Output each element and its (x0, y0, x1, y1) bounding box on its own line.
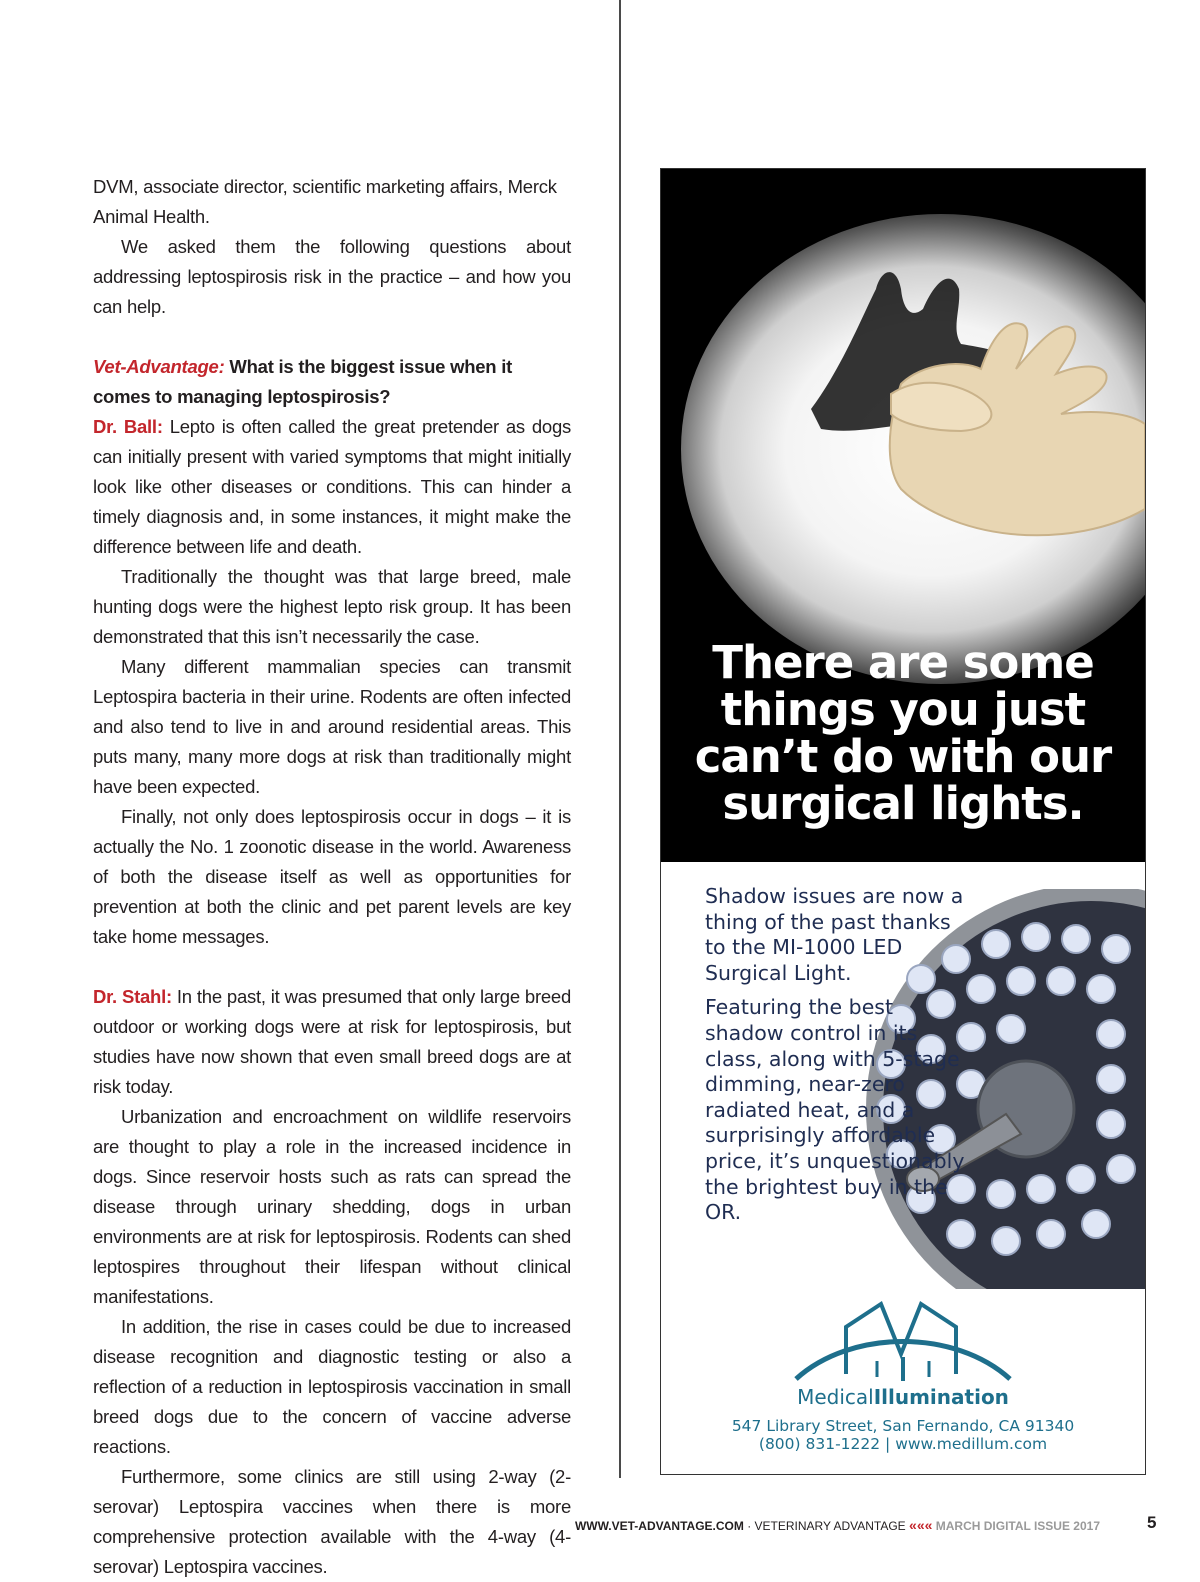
column-divider (619, 0, 621, 1478)
body-paragraph: Finally, not only does leptospirosis occur in dogs – it is actually the No. 1 zoonotic disease in the world. Awareness of both the disease itself as well as opportunities for prevention at both the clinic and pet parent levels are key take home messages. (93, 806, 571, 947)
ad-body-copy (705, 884, 970, 1235)
hand-shadow-illustration (661, 169, 1145, 639)
brand-name-part: Illumination (873, 1385, 1009, 1409)
ad-phone-web: (800) 831-1222 | www.medillum.com (758, 1435, 1048, 1453)
answer-text: In the past, it was presumed that only large breed outdoor or working dogs were at risk for leptospirosis, but studies have now shown that even small breed dogs are at risk today. (93, 986, 571, 1097)
footer-url: WWW.VET-ADVANTAGE.COM (574, 1519, 744, 1533)
medical-illumination-logo-icon (791, 1299, 1015, 1389)
brand-name-part: Medical (797, 1385, 874, 1409)
question-text: What is the biggest issue when it comes to managing leptospirosis? (93, 356, 513, 407)
intro-paragraph: We asked them the following questions about addressing leptospirosis risk in the practice – and how you can help. (93, 236, 571, 317)
answer-paragraph (93, 982, 571, 1102)
question-heading (93, 352, 571, 412)
ad-body-paragraph: Featuring the best shadow control in its class, along with 5-stage dimming, near-zero radiated heat, and a surprisingly affordable price, it’s unquestionably the brightest buy in the OR. (705, 995, 965, 1225)
body-paragraph: Urbanization and encroachment on wildlife reservoirs are thought to play a role in the increased incidence in dogs. Since reservoir hosts such as rats can spread the disease through urinary shedding, dogs in urban environments are at risk for leptospirosis. Rodents can shed leptospires throughout their lifespan without clinical manifestations. (93, 1106, 571, 1307)
answer-text: Lepto is often called the great pretender as dogs can initially present with varied symptoms that might initially look like other diseases or conditions. This can hinder a timely diagnosis and, in some instances, it might make the difference between life and death. (93, 416, 571, 557)
speaker-label: Dr. Ball: (93, 416, 163, 437)
ad-contact (661, 1417, 1145, 1453)
page-footer (575, 1517, 1100, 1533)
body-paragraph: Traditionally the thought was that large breed, male hunting dogs were the highest lepto risk group. It has been demonstrated that this isn’t necessarily the case. (93, 566, 571, 647)
footer-issue: MARCH DIGITAL ISSUE 2017 (935, 1519, 1100, 1533)
footer-separator: · (743, 1519, 755, 1533)
answer-paragraph (93, 412, 571, 562)
ad-body-paragraph: Shadow issues are now a thing of the past thanks to the MI-1000 LED Surgical Light. (705, 884, 964, 985)
ad-hero-panel (661, 169, 1145, 862)
speaker-label: Dr. Stahl: (93, 986, 172, 1007)
body-paragraph: In addition, the rise in cases could be due to increased disease recognition and diagnostic testing or also a reflection of a reduction in leptospirosis vaccination in small breed dogs due to the concern of vaccine adverse reactions. (93, 1316, 571, 1457)
ad-address: 547 Library Street, San Fernando, CA 91340 (731, 1417, 1075, 1435)
magazine-label: Vet-Advantage: (93, 356, 225, 377)
advertisement (660, 168, 1146, 1475)
body-paragraph: Many different mammalian species can transmit Leptospira bacteria in their urine. Rodents are often infected and also tend to live in and around residential areas. This puts many, many more dogs at risk than traditionally might have been expected. (93, 656, 571, 797)
ad-headline: There are some things you just can’t do with our surgical lights. (694, 636, 1112, 830)
article-column (93, 172, 571, 1582)
intro-paragraph: DVM, associate director, scientific marketing affairs, Merck Animal Health. (93, 176, 557, 227)
page-number: 5 (1147, 1513, 1157, 1532)
body-paragraph: Furthermore, some clinics are still using 2-way (2-serovar) Leptospira vaccines when there is more comprehensive protection available with the 4-way (4-serovar) Leptospira vaccines. (93, 1466, 571, 1577)
footer-publication: VETERINARY ADVANTAGE (754, 1519, 906, 1533)
chevron-icon: ««« (909, 1517, 933, 1533)
brand-name (661, 1385, 1145, 1409)
